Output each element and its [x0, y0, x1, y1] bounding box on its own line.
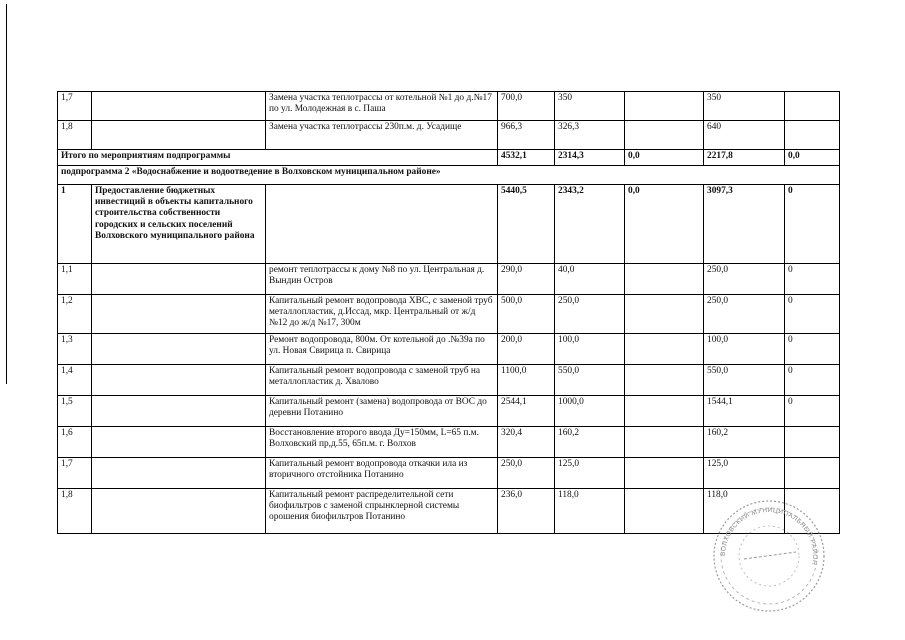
row-year-1: 125,0 — [555, 458, 625, 489]
row-description — [266, 185, 498, 264]
row-description: Ремонт водопровода, 800м. От котельной до .№39а по ул. Новая Свирица п. Свирица — [266, 334, 498, 365]
row-name — [92, 295, 266, 334]
row-year-3: 350 — [704, 92, 785, 121]
official-seal-stamp — [710, 497, 828, 615]
row-year-2: 0,0 — [625, 185, 704, 264]
total-year-2: 0,0 — [625, 150, 704, 166]
row-description: Капитальный ремонт водопровода с заменой труб на металлопластик д. Хвалово — [266, 365, 498, 396]
row-year-1: 250,0 — [555, 295, 625, 334]
row-name — [92, 365, 266, 396]
row-year-2 — [625, 334, 704, 365]
row-year-3: 640 — [704, 121, 785, 150]
table-row — [58, 396, 840, 427]
row-year-2 — [625, 264, 704, 295]
total-year-3: 2217,8 — [704, 150, 785, 166]
row-year-2 — [625, 295, 704, 334]
row-total: 500,0 — [498, 295, 555, 334]
table-row — [58, 458, 840, 489]
row-description: Капитальный ремонт водопровода ХВС, с заменой труб металлопластик, д.Иссад, мкр. Центральный от ж/д №12 до ж/д №17, 300м — [266, 295, 498, 334]
row-year-3: 160,2 — [704, 427, 785, 458]
row-year-4 — [785, 427, 840, 458]
row-year-3: 118,0 — [704, 489, 785, 534]
row-year-1: 326,3 — [555, 121, 625, 150]
row-total: 700,0 — [498, 92, 555, 121]
table-row — [58, 92, 840, 121]
total-row — [58, 150, 840, 166]
table-row — [58, 295, 840, 334]
row-number: 1,6 — [58, 427, 92, 458]
row-number: 1,1 — [58, 264, 92, 295]
row-year-3: 1544,1 — [704, 396, 785, 427]
row-number: 1,8 — [58, 121, 92, 150]
row-description: Капитальный ремонт (замена) водопровода от ВОС до деревни Потанино — [266, 396, 498, 427]
row-year-4: 0 — [785, 365, 840, 396]
table-row — [58, 121, 840, 150]
program-table — [57, 91, 840, 534]
row-year-1: 40,0 — [555, 264, 625, 295]
row-year-3: 125,0 — [704, 458, 785, 489]
left-margin-line — [6, 4, 7, 384]
row-total: 5440,5 — [498, 185, 555, 264]
row-year-4 — [785, 458, 840, 489]
row-year-2 — [625, 427, 704, 458]
row-year-1: 118,0 — [555, 489, 625, 534]
row-year-1: 1000,0 — [555, 396, 625, 427]
row-year-2 — [625, 489, 704, 534]
main-activity-row — [58, 185, 840, 264]
row-year-3: 3097,3 — [704, 185, 785, 264]
row-year-3: 250,0 — [704, 295, 785, 334]
table-row — [58, 427, 840, 458]
table-row — [58, 365, 840, 396]
row-year-2 — [625, 458, 704, 489]
row-name — [92, 334, 266, 365]
row-year-2 — [625, 92, 704, 121]
row-number: 1,7 — [58, 458, 92, 489]
subprogram-header-row — [58, 166, 840, 185]
row-name — [92, 264, 266, 295]
svg-text:ВОЛХОВСКИЙ МУНИЦИПАЛЬНЫЙ РАЙОН — [720, 507, 820, 566]
row-total: 236,0 — [498, 489, 555, 534]
row-year-4 — [785, 121, 840, 150]
row-number: 1,8 — [58, 489, 92, 534]
row-name: Предоставление бюджетных инвестиций в объекты капитального строительства собственности городских и сельских поселений Волховского муниципального района — [92, 185, 266, 264]
row-total: 1100,0 — [498, 365, 555, 396]
row-name — [92, 489, 266, 534]
row-description: ремонт теплотрассы к дому №8 по ул. Центральная д. Вындин Остров — [266, 264, 498, 295]
row-name — [92, 92, 266, 121]
row-year-2 — [625, 365, 704, 396]
row-number: 1,2 — [58, 295, 92, 334]
row-year-2 — [625, 121, 704, 150]
row-total: 250,0 — [498, 458, 555, 489]
row-description: Капитальный ремонт распределительной сети биофильтров с заменой спрынклерной системы орошения биофильтров Потанино — [266, 489, 498, 534]
row-number: 1,5 — [58, 396, 92, 427]
row-year-1: 350 — [555, 92, 625, 121]
row-number: 1 — [58, 185, 92, 264]
seal-text: ВОЛХОВСКИЙ МУНИЦИПАЛЬНЫЙ РАЙОН — [719, 506, 819, 566]
row-name — [92, 121, 266, 150]
row-name — [92, 458, 266, 489]
row-number: 1,4 — [58, 365, 92, 396]
row-year-1: 2343,2 — [555, 185, 625, 264]
total-label: Итого по мероприятиям подпрограммы — [58, 150, 498, 166]
table-row — [58, 334, 840, 365]
total-year-1: 2314,3 — [555, 150, 625, 166]
row-description: Капитальный ремонт водопровода откачки ила из вторичного отстойника Потанино — [266, 458, 498, 489]
row-year-1: 100,0 — [555, 334, 625, 365]
row-year-3: 250,0 — [704, 264, 785, 295]
row-year-4: 0 — [785, 396, 840, 427]
row-year-4: 0 — [785, 295, 840, 334]
row-year-2 — [625, 396, 704, 427]
row-description: Восстановление второго ввода Ду=150мм, L=65 п.м. Волховский пр,д.55, 65п.м. г. Волхов — [266, 427, 498, 458]
row-year-4: 0 — [785, 334, 840, 365]
row-number: 1,7 — [58, 92, 92, 121]
table-row — [58, 264, 840, 295]
row-total: 290,0 — [498, 264, 555, 295]
row-year-1: 550,0 — [555, 365, 625, 396]
row-year-4: 0 — [785, 185, 840, 264]
total-sum: 4532,1 — [498, 150, 555, 166]
row-total: 320,4 — [498, 427, 555, 458]
row-year-3: 550,0 — [704, 365, 785, 396]
row-year-3: 100,0 — [704, 334, 785, 365]
total-year-4: 0,0 — [785, 150, 840, 166]
subprogram-title: подпрограмма 2 «Водоснабжение и водоотведение в Волховском муниципальном районе» — [58, 166, 840, 185]
row-name — [92, 427, 266, 458]
row-year-4 — [785, 92, 840, 121]
row-total: 200,0 — [498, 334, 555, 365]
row-year-4: 0 — [785, 264, 840, 295]
row-total: 2544,1 — [498, 396, 555, 427]
row-description: Замена участка теплотрассы от котельной №1 до д.№17 по ул. Молодежная в с. Паша — [266, 92, 498, 121]
row-description: Замена участка теплотрассы 230п.м. д. Усадище — [266, 121, 498, 150]
row-total: 966,3 — [498, 121, 555, 150]
row-name — [92, 396, 266, 427]
row-number: 1,3 — [58, 334, 92, 365]
row-year-1: 160,2 — [555, 427, 625, 458]
